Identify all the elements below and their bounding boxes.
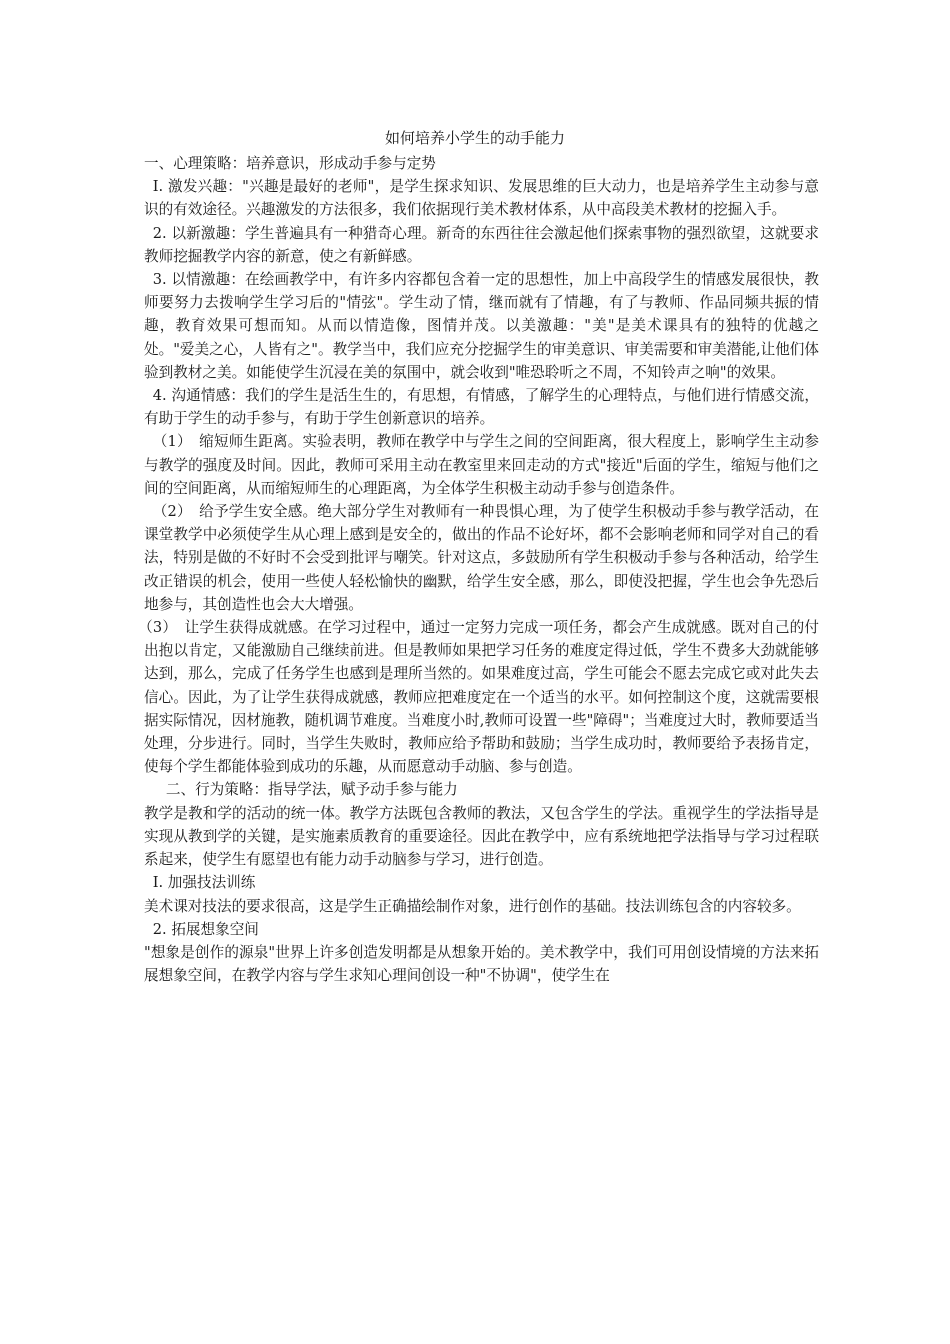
paragraph: 美术课对技法的要求很高，这是学生正确描绘制作对象，进行创作的基础。技法训练包含的内容较多。 bbox=[144, 897, 801, 915]
paragraph: "想象是创作的源泉"世界上许多创造发明都是从想象开始的。美术教学中，我们可用创设情境的方法来拓展想象空间，在教学内容与学生求知心理间创设一种"不协调"，使学生在 bbox=[144, 943, 819, 985]
document-body bbox=[138, 152, 819, 987]
paragraph: 2. 以新激趣：学生普遍具有一种猎奇心理。新奇的东西往往会激起他们探索事物的强烈欲望，这就要求教师挖掘教学内容的新意，使之有新鲜感。 bbox=[144, 224, 819, 265]
section-heading-2: 二、行为策略：指导学法，赋予动手参与能力 bbox=[165, 781, 458, 799]
paragraph: 4. 沟通情感：我们的学生是活生生的，有思想，有情感，了解学生的心理特点，与他们进行情感交流，有助于学生的动手参与，有助于学生创新意识的培养。 bbox=[144, 387, 819, 428]
paragraph: （3） 让学生获得成就感。在学习过程中，通过一定努力完成一项任务，都会产生成就感。既对自己的付出抱以肯定，又能激励自己继续前进。但是教师如果把学习任务的难度定得过低，学生不费多大劲就能够达到，那么，完成了任务学生也感到是理所当然的。如果难度过高，学生可能会不愿去完成它或对此失去信心。因此，为了让学生获得成就感，教师应把难度定在一个适当的水平。如何控制这个度，这就需要根据实际情况，因材施教，随机调节难度。当难度小时,教师可设置一些"障碍"；当难度过大时，教师要适当处理，分步进行。同时，当学生失败时，教师应给予帮助和鼓励；当学生成功时，教师要给予表扬肯定，使每个学生都能体验到成功的乐趣，从而愿意动手动脑、参与创造。 bbox=[138, 619, 819, 776]
paragraph: 3. 以情激趣：在绘画教学中，有许多内容都包含着一定的思想性，加上中高段学生的情感发展很快，教师要努力去拨响学生学习后的"情弦"。学生动了情，继而就有了情趣，有了与教师、作品同频共振的情趣，教育效果可想而知。从而以情造像，图情并茂。以美激趣："美"是美术课具有的独特的优越之处。"爱美之心，人皆有之"。教学当中，我们应充分挖掘学生的审美意识、审美需要和审美潜能,让他们体验到教材之美。如能使学生沉浸在美的氛围中，就会收到"唯恐聆听之不周，不知铃声之响"的效果。 bbox=[144, 271, 819, 381]
paragraph: （2） 给予学生安全感。绝大部分学生对教师有一种畏惧心理，为了使学生积极动手参与教学活动，在课堂教学中必须使学生从心理上感到是安全的，做出的作品不论好坏，都不会影响老师和同学对自己的看法，特别是做的不好时不会受到批评与嘲笑。针对这点，多鼓励所有学生积极动手参与各种活动，给学生改正错误的机会，使用一些使人轻松愉快的幽默，给学生安全感，那么，即使没把握，学生也会争先恐后地参与，其创造性也会大大增强。 bbox=[144, 503, 819, 613]
section-heading-1: 一、心理策略：培养意识，形成动手参与定势 bbox=[144, 155, 436, 172]
paragraph: （1） 缩短师生距离。实验表明，教师在教学中与学生之间的空间距离，很大程度上，影响学生主动参与教学的强度及时间。因此，教师可采用主动在教室里来回走动的方式"接近"后面的学生，缩短与他们之间的空间距离，从而缩短师生的心理距离，为全体学生积极主动动手参与创造条件。 bbox=[144, 433, 819, 497]
subheading: 2. 拓展想象空间 bbox=[152, 920, 259, 938]
document-title: 如何培养小学生的动手能力 bbox=[384, 129, 565, 147]
subheading: I. 加强技法训练 bbox=[152, 874, 256, 892]
paragraph: 教学是教和学的活动的统一体。教学方法既包含教师的教法，又包含学生的学法。重视学生的学法指导是实现从教到学的关键，是实施素质教育的重要途径。因此在教学中，应有系统地把学法指导与学习过程联系起来，使学生有愿望也有能力动手动脑参与学习，进行创造。 bbox=[144, 804, 819, 869]
paragraph: I. 激发兴趣："兴趣是最好的老师"，是学生探求知识、发展思维的巨大动力，也是培养学生主动参与意识的有效途径。兴趣激发的方法很多，我们依据现行美术教材体系，从中高段美术教材的挖掘入手。 bbox=[144, 178, 819, 219]
